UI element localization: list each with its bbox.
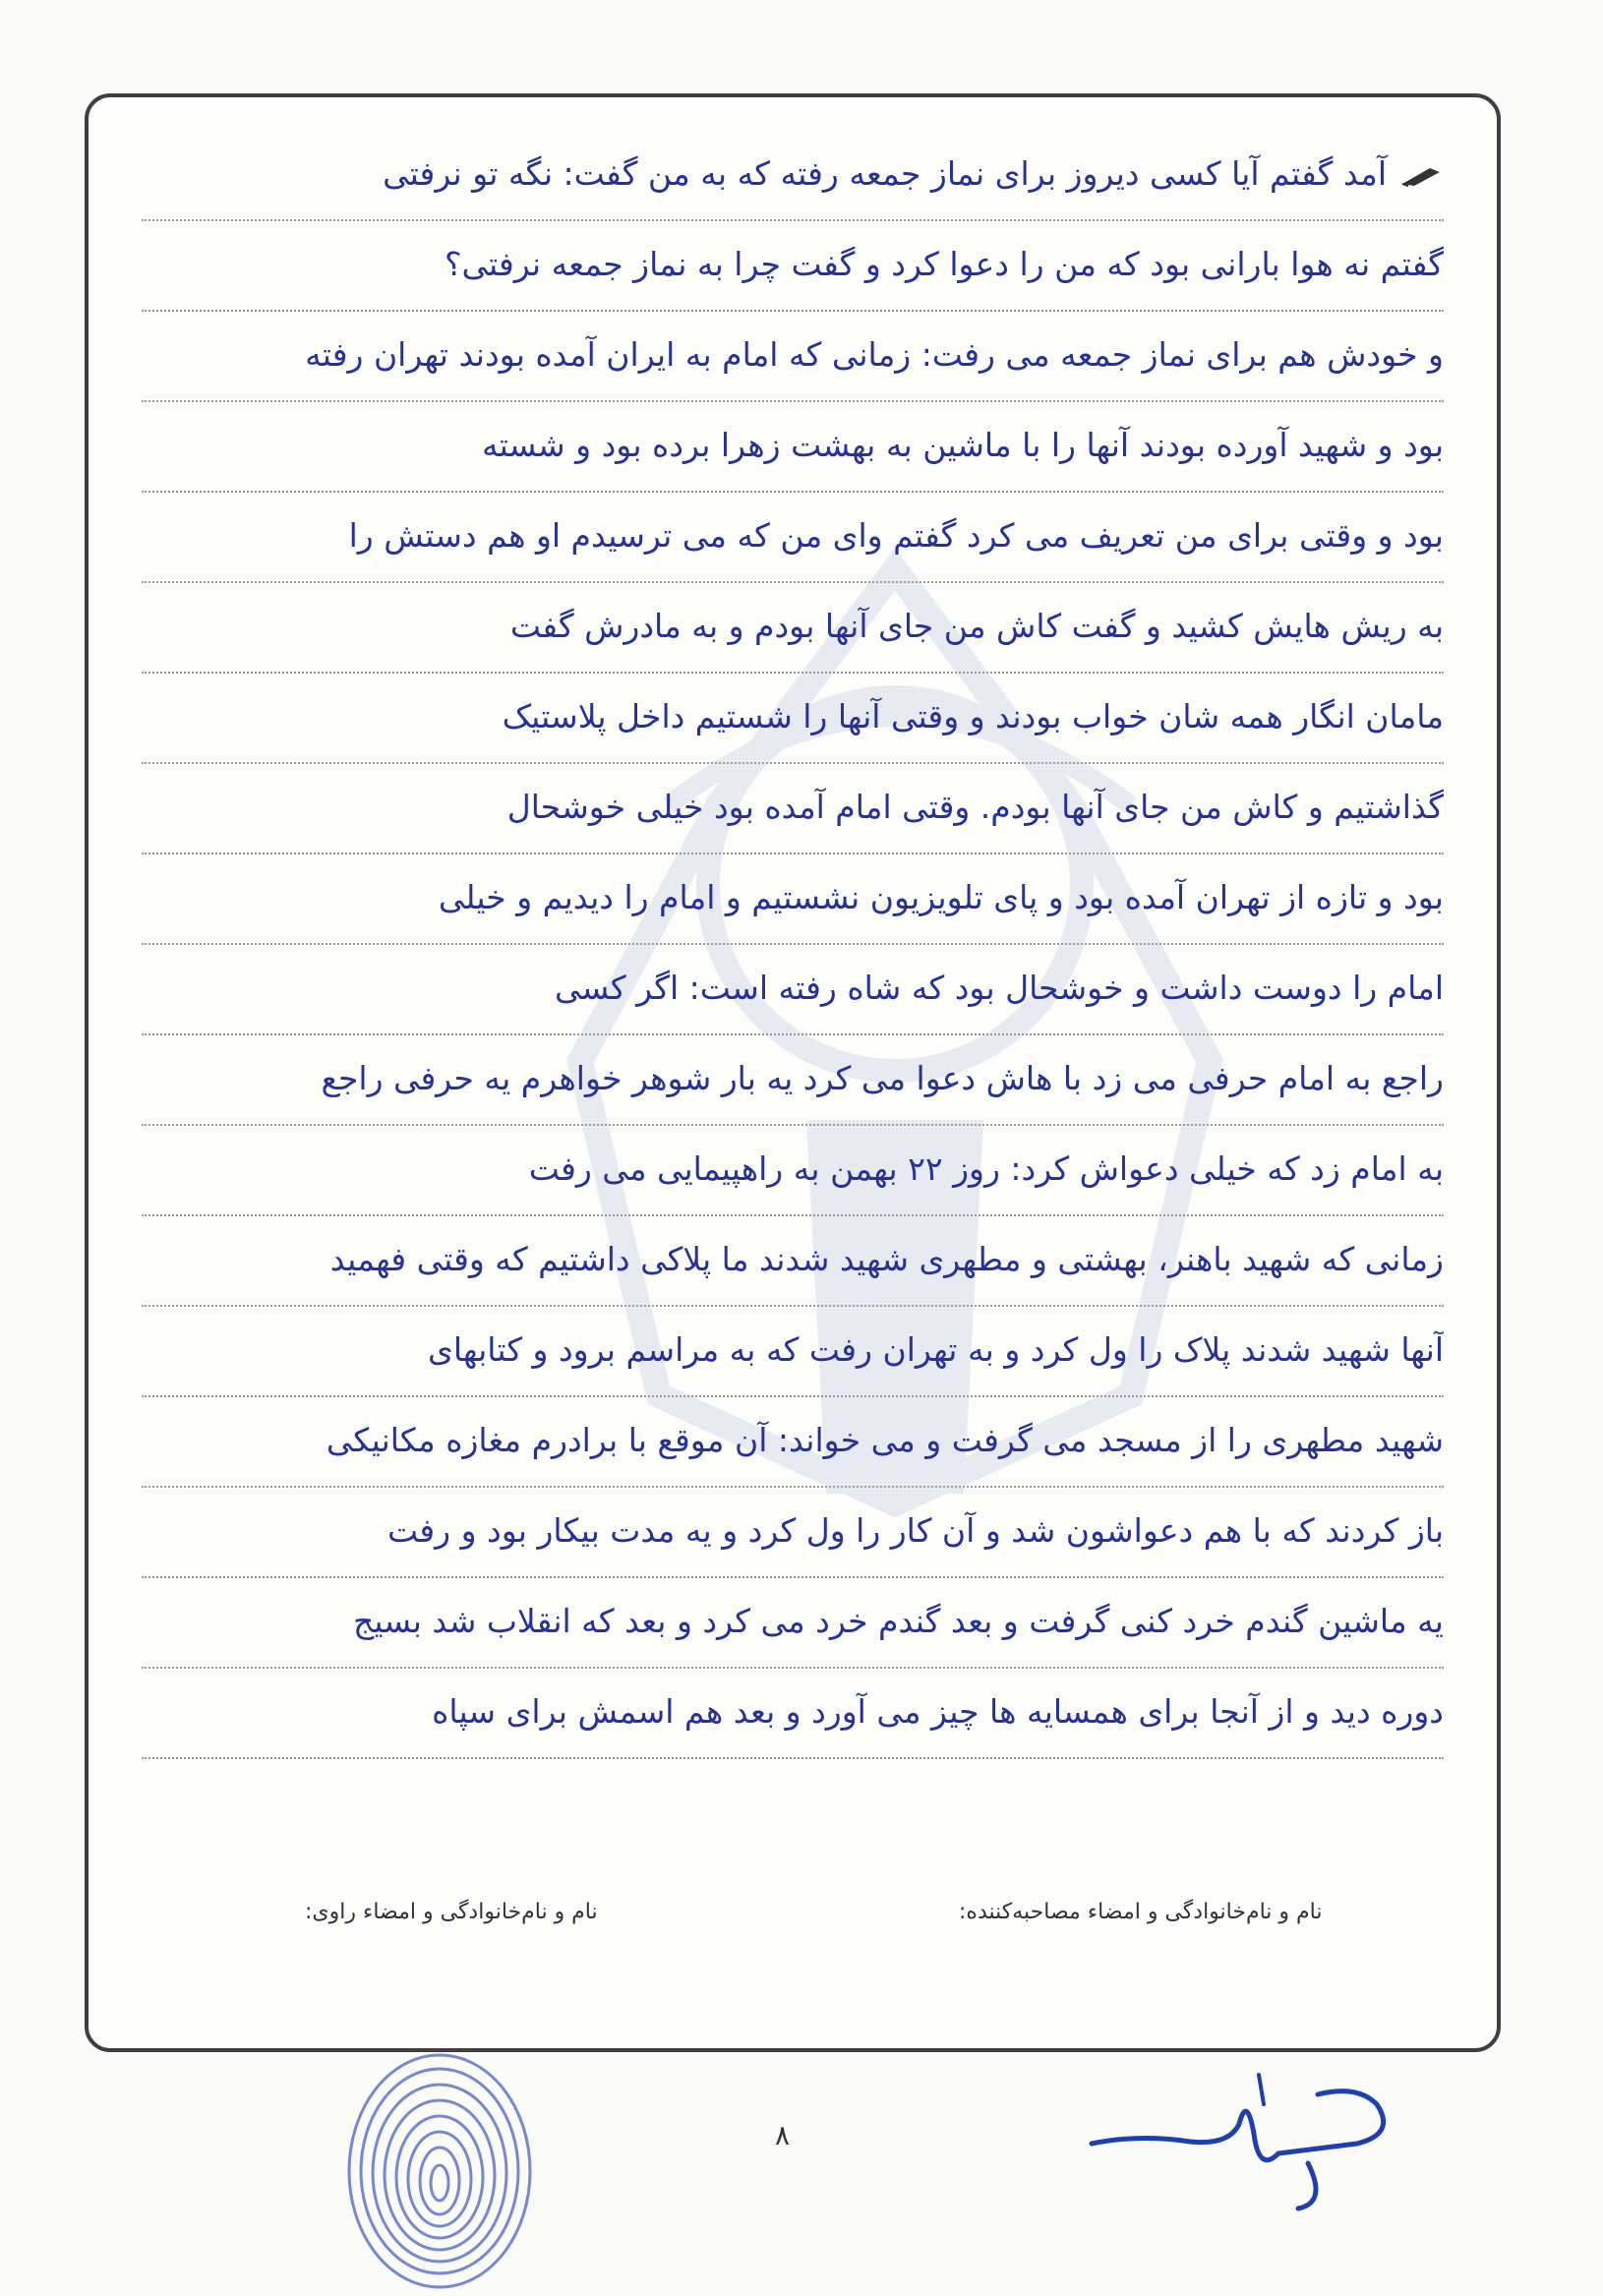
- text-line: گذاشتیم و کاش من جای آنها بودم. وقتی امام آمده بود خیلی خوشحال: [142, 762, 1444, 854]
- text-line: به ریش هایش کشید و گفت کاش من جای آنها بودم و به مادرش گفت: [142, 581, 1444, 674]
- text-line-content: آمد گفتم آیا کسی دیروز برای نماز جمعه رفته که به من گفت: نگه تو نرفتی: [383, 154, 1387, 193]
- text-line: و خودش هم برای نماز جمعه می رفت: زمانی که امام به ایران آمده بودند تهران رفته: [142, 310, 1444, 402]
- text-line: [142, 129, 1444, 221]
- text-line: دوره دید و از آنجا برای همسایه ها چیز می آورد و بعد هم اسمش برای سپاه: [142, 1667, 1444, 1759]
- signature-image: [1082, 2065, 1406, 2212]
- page-number: ۸: [775, 2119, 791, 2151]
- interviewer-signature-label: نام و نام‌خانوادگی و امضاء مصاحبه‌کننده:: [959, 1900, 1323, 1924]
- text-line: آنها شهید شدند پلاک را ول کرد و به تهران رفت که به مراسم برود و کتابهای: [142, 1305, 1444, 1397]
- text-line: به امام زد که خیلی دعواش کرد: روز ۲۲ بهمن به راهپیمایی می رفت: [142, 1124, 1444, 1216]
- text-line: یه ماشین گندم خرد کنی گرفت و بعد گندم خرد می کرد و بعد که انقلاب شد بسیج: [142, 1576, 1444, 1669]
- text-line: امام را دوست داشت و خوشحال بود که شاه رفته است: اگر کسی: [142, 943, 1444, 1035]
- handwritten-text-area: [89, 97, 1497, 2048]
- text-line: مامان انگار همه شان خواب بودند و وقتی آنها را شستیم داخل پلاستیک: [142, 672, 1444, 764]
- text-line: بود و وقتی برای من تعریف می کرد گفتم وای من که می ترسیدم او هم دستش را: [142, 491, 1444, 583]
- text-line: بود و شهید آورده بودند آنها را با ماشین به بهشت زهرا برده بود و شسته: [142, 400, 1444, 493]
- text-line: راجع به امام حرفی می زد با هاش دعوا می کرد یه بار شوهر خواهرم یه حرفی راجع: [142, 1033, 1444, 1126]
- page-frame: [85, 93, 1501, 2052]
- narrator-signature-label: نام و نام‌خانوادگی و امضاء راوی:: [305, 1900, 598, 1924]
- text-line: بود و تازه از تهران آمده بود و پای تلویزیون نشستیم و امام را دیدیم و خیلی: [142, 853, 1444, 945]
- text-line: زمانی که شهید باهنر، بهشتی و مطهری شهید شدند ما پلاکی داشتیم که وقتی فهمید: [142, 1214, 1444, 1307]
- text-line: شهید مطهری را از مسجد می گرفت و می خواند: آن موقع با برادرم مغازه مکانیکی: [142, 1395, 1444, 1488]
- pen-icon: [1400, 164, 1444, 188]
- text-line: باز کردند که با هم دعواشون شد و آن کار را ول کرد و یه مدت بیکار بود و رفت: [142, 1486, 1444, 1578]
- text-line: گفتم نه هوا بارانی بود که من را دعوا کرد و گفت چرا به نماز جمعه نرفتی؟: [142, 219, 1444, 312]
- fingerprint-image: [339, 2045, 541, 2296]
